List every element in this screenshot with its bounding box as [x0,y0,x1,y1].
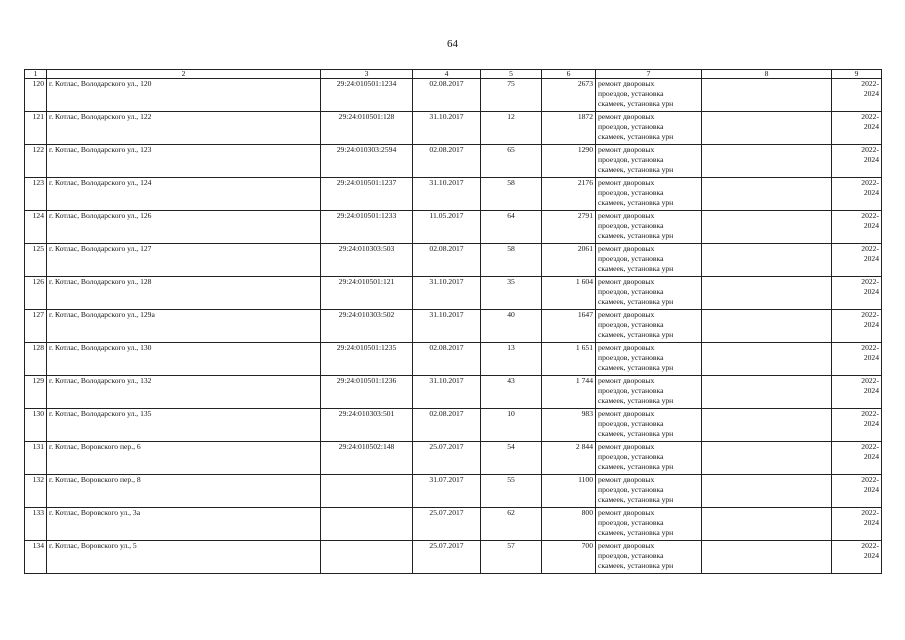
column-5-cell: 54 [481,442,542,475]
works-line: скамеек, установка урн [598,296,674,306]
table-row [25,442,882,475]
row-number: 131 [25,442,47,475]
header-cell: 2 [47,70,321,79]
table-row [25,211,882,244]
cadastral-number-cell: 29:24:010501:1233 [321,211,413,244]
works-cell [596,475,702,508]
period-cell [832,343,882,376]
header-cell: 8 [702,70,832,79]
works-cell [596,79,702,112]
date-cell: 02.08.2017 [413,244,481,277]
period-start: 2022- [861,508,879,517]
page-number: 64 [447,38,458,50]
period-start: 2022- [861,112,879,121]
cadastral-number-cell [321,508,413,541]
period-cell [832,541,882,574]
column-8-cell [702,211,832,244]
column-6-cell: 1100 [542,475,596,508]
column-6-cell: 1872 [542,112,596,145]
period-start: 2022- [861,277,879,286]
period-start: 2022- [861,409,879,418]
works-line: проездов, установка [598,253,664,263]
period-cell [832,475,882,508]
cadastral-number-cell: 29:24:010501:1236 [321,376,413,409]
row-number: 129 [25,376,47,409]
column-5-cell: 35 [481,277,542,310]
works-line: ремонт дворовых [598,310,655,319]
column-5-cell: 58 [481,244,542,277]
address-cell: г. Котлас, Володарского ул., 128 [47,277,321,310]
period-end: 2024 [863,220,879,230]
works-line: скамеек, установка урн [598,362,674,372]
period-end: 2024 [863,187,879,197]
column-5-cell: 43 [481,376,542,409]
works-line: проездов, установка [598,121,664,131]
works-line: проездов, установка [598,484,664,494]
column-5-cell: 62 [481,508,542,541]
column-6-cell: 2176 [542,178,596,211]
works-line: ремонт дворовых [598,277,655,286]
row-number: 124 [25,211,47,244]
period-end: 2024 [863,385,879,395]
address-cell: г. Котлас, Володарского ул., 130 [47,343,321,376]
address-cell: г. Котлас, Воровского пер., 8 [47,475,321,508]
works-line: ремонт дворовых [598,508,655,517]
date-cell: 31.07.2017 [413,475,481,508]
header-cell: 5 [481,70,542,79]
period-cell [832,112,882,145]
works-line: ремонт дворовых [598,178,655,187]
works-line: ремонт дворовых [598,145,655,154]
cadastral-number-cell: 29:24:010501:1235 [321,343,413,376]
works-line: проездов, установка [598,352,664,362]
table-row [25,376,882,409]
period-cell [832,508,882,541]
period-cell [832,277,882,310]
column-8-cell [702,508,832,541]
period-start: 2022- [861,541,879,550]
period-cell [832,310,882,343]
works-cell [596,343,702,376]
period-end: 2024 [863,451,879,461]
works-line: ремонт дворовых [598,244,655,253]
column-5-cell: 13 [481,343,542,376]
period-start: 2022- [861,79,879,88]
works-cell [596,409,702,442]
address-cell: г. Котлас, Володарского ул., 124 [47,178,321,211]
cadastral-number-cell: 29:24:010501:1237 [321,178,413,211]
column-8-cell [702,442,832,475]
period-end: 2024 [863,253,879,263]
row-number: 120 [25,79,47,112]
works-line: ремонт дворовых [598,343,655,352]
works-line: проездов, установка [598,418,664,428]
period-cell [832,244,882,277]
works-line: скамеек, установка урн [598,428,674,438]
works-line: ремонт дворовых [598,112,655,121]
address-cell: г. Котлас, Володарского ул., 132 [47,376,321,409]
address-cell: г. Котлас, Володарского ул., 122 [47,112,321,145]
works-line: скамеек, установка урн [598,527,674,537]
header-cell: 4 [413,70,481,79]
column-8-cell [702,409,832,442]
row-number: 123 [25,178,47,211]
works-line: проездов, установка [598,154,664,164]
works-line: скамеек, установка урн [598,329,674,339]
header-cell: 7 [596,70,702,79]
works-cell [596,376,702,409]
column-5-cell: 65 [481,145,542,178]
column-8-cell [702,244,832,277]
works-line: скамеек, установка урн [598,197,674,207]
period-cell [832,211,882,244]
column-6-cell: 2673 [542,79,596,112]
header-cell: 3 [321,70,413,79]
works-line: проездов, установка [598,187,664,197]
works-line: проездов, установка [598,286,664,296]
works-line: проездов, установка [598,88,664,98]
date-cell: 31.10.2017 [413,376,481,409]
address-cell: г. Котлас, Воровского пер., 6 [47,442,321,475]
table-row [25,178,882,211]
column-5-cell: 40 [481,310,542,343]
works-cell [596,211,702,244]
row-number: 130 [25,409,47,442]
column-6-cell: 800 [542,508,596,541]
column-8-cell [702,475,832,508]
works-line: скамеек, установка урн [598,560,674,570]
works-line: скамеек, установка урн [598,461,674,471]
works-line: проездов, установка [598,517,664,527]
register-table [24,69,882,574]
period-end: 2024 [863,418,879,428]
table-row [25,277,882,310]
date-cell: 02.08.2017 [413,343,481,376]
table-row [25,541,882,574]
works-line: ремонт дворовых [598,211,655,220]
cadastral-number-cell: 29:24:010501:1234 [321,79,413,112]
column-6-cell: 2 844 [542,442,596,475]
works-line: скамеек, установка урн [598,395,674,405]
header-row [25,70,882,79]
column-8-cell [702,541,832,574]
row-number: 127 [25,310,47,343]
row-number: 122 [25,145,47,178]
works-line: скамеек, установка урн [598,98,674,108]
works-cell [596,277,702,310]
date-cell: 25.07.2017 [413,508,481,541]
period-start: 2022- [861,343,879,352]
column-6-cell: 1 604 [542,277,596,310]
date-cell: 31.10.2017 [413,178,481,211]
address-cell: г. Котлас, Володарского ул., 127 [47,244,321,277]
period-start: 2022- [861,442,879,451]
date-cell: 25.07.2017 [413,442,481,475]
period-cell [832,409,882,442]
period-end: 2024 [863,88,879,98]
table-row [25,475,882,508]
period-cell [832,376,882,409]
column-8-cell [702,277,832,310]
date-cell: 02.08.2017 [413,409,481,442]
table-row [25,112,882,145]
period-end: 2024 [863,286,879,296]
period-end: 2024 [863,319,879,329]
table-row [25,79,882,112]
column-5-cell: 10 [481,409,542,442]
works-line: проездов, установка [598,385,664,395]
row-number: 133 [25,508,47,541]
column-6-cell: 1 651 [542,343,596,376]
period-cell [832,178,882,211]
address-cell: г. Котлас, Володарского ул., 129а [47,310,321,343]
date-cell: 31.10.2017 [413,112,481,145]
column-8-cell [702,310,832,343]
row-number: 121 [25,112,47,145]
cadastral-number-cell [321,475,413,508]
period-start: 2022- [861,475,879,484]
column-5-cell: 57 [481,541,542,574]
column-6-cell: 700 [542,541,596,574]
period-cell [832,79,882,112]
works-line: ремонт дворовых [598,376,655,385]
period-start: 2022- [861,244,879,253]
period-end: 2024 [863,352,879,362]
works-cell [596,541,702,574]
column-8-cell [702,112,832,145]
date-cell: 02.08.2017 [413,79,481,112]
cadastral-number-cell: 29:24:010303:503 [321,244,413,277]
table-row [25,310,882,343]
column-6-cell: 983 [542,409,596,442]
column-8-cell [702,376,832,409]
works-line: ремонт дворовых [598,475,655,484]
works-cell [596,112,702,145]
date-cell: 02.08.2017 [413,145,481,178]
column-6-cell: 1290 [542,145,596,178]
header-cell: 6 [542,70,596,79]
period-start: 2022- [861,211,879,220]
works-line: скамеек, установка урн [598,131,674,141]
column-6-cell: 2061 [542,244,596,277]
works-line: ремонт дворовых [598,409,655,418]
period-end: 2024 [863,484,879,494]
column-6-cell: 1 744 [542,376,596,409]
column-6-cell: 1647 [542,310,596,343]
date-cell: 25.07.2017 [413,541,481,574]
works-line: проездов, установка [598,319,664,329]
table-row [25,343,882,376]
works-line: ремонт дворовых [598,442,655,451]
works-line: ремонт дворовых [598,79,655,88]
period-end: 2024 [863,121,879,131]
date-cell: 31.10.2017 [413,310,481,343]
column-8-cell [702,79,832,112]
works-line: ремонт дворовых [598,541,655,550]
table-row [25,244,882,277]
address-cell: г. Котлас, Володарского ул., 135 [47,409,321,442]
date-cell: 31.10.2017 [413,277,481,310]
period-end: 2024 [863,154,879,164]
cadastral-number-cell [321,541,413,574]
works-line: скамеек, установка урн [598,230,674,240]
works-cell [596,442,702,475]
period-start: 2022- [861,178,879,187]
address-cell: г. Котлас, Володарского ул., 120 [47,79,321,112]
column-5-cell: 64 [481,211,542,244]
cadastral-number-cell: 29:24:010303:2594 [321,145,413,178]
works-cell [596,178,702,211]
row-number: 132 [25,475,47,508]
period-end: 2024 [863,517,879,527]
column-5-cell: 12 [481,112,542,145]
column-5-cell: 55 [481,475,542,508]
period-cell [832,442,882,475]
cadastral-number-cell: 29:24:010303:502 [321,310,413,343]
works-cell [596,508,702,541]
column-5-cell: 58 [481,178,542,211]
row-number: 134 [25,541,47,574]
cadastral-number-cell: 29:24:010303:501 [321,409,413,442]
period-start: 2022- [861,376,879,385]
period-start: 2022- [861,310,879,319]
column-8-cell [702,178,832,211]
header-cell: 9 [832,70,882,79]
address-cell: г. Котлас, Воровского ул., 5 [47,541,321,574]
column-6-cell: 2791 [542,211,596,244]
works-line: проездов, установка [598,550,664,560]
cadastral-number-cell: 29:24:010501:128 [321,112,413,145]
works-line: скамеек, установка урн [598,494,674,504]
table-row [25,145,882,178]
date-cell: 11.05.2017 [413,211,481,244]
address-cell: г. Котлас, Володарского ул., 126 [47,211,321,244]
address-cell: г. Котлас, Володарского ул., 123 [47,145,321,178]
column-8-cell [702,343,832,376]
works-line: проездов, установка [598,220,664,230]
header-cell: 1 [25,70,47,79]
period-start: 2022- [861,145,879,154]
works-line: скамеек, установка урн [598,263,674,273]
row-number: 128 [25,343,47,376]
row-number: 125 [25,244,47,277]
works-cell [596,244,702,277]
column-5-cell: 75 [481,79,542,112]
works-line: скамеек, установка урн [598,164,674,174]
cadastral-number-cell: 29:24:010502:148 [321,442,413,475]
works-cell [596,310,702,343]
column-8-cell [702,145,832,178]
row-number: 126 [25,277,47,310]
cadastral-number-cell: 29:24:010501:121 [321,277,413,310]
works-cell [596,145,702,178]
period-cell [832,145,882,178]
period-end: 2024 [863,550,879,560]
address-cell: г. Котлас, Воровского ул., 3а [47,508,321,541]
works-line: проездов, установка [598,451,664,461]
table-row [25,508,882,541]
table-row [25,409,882,442]
